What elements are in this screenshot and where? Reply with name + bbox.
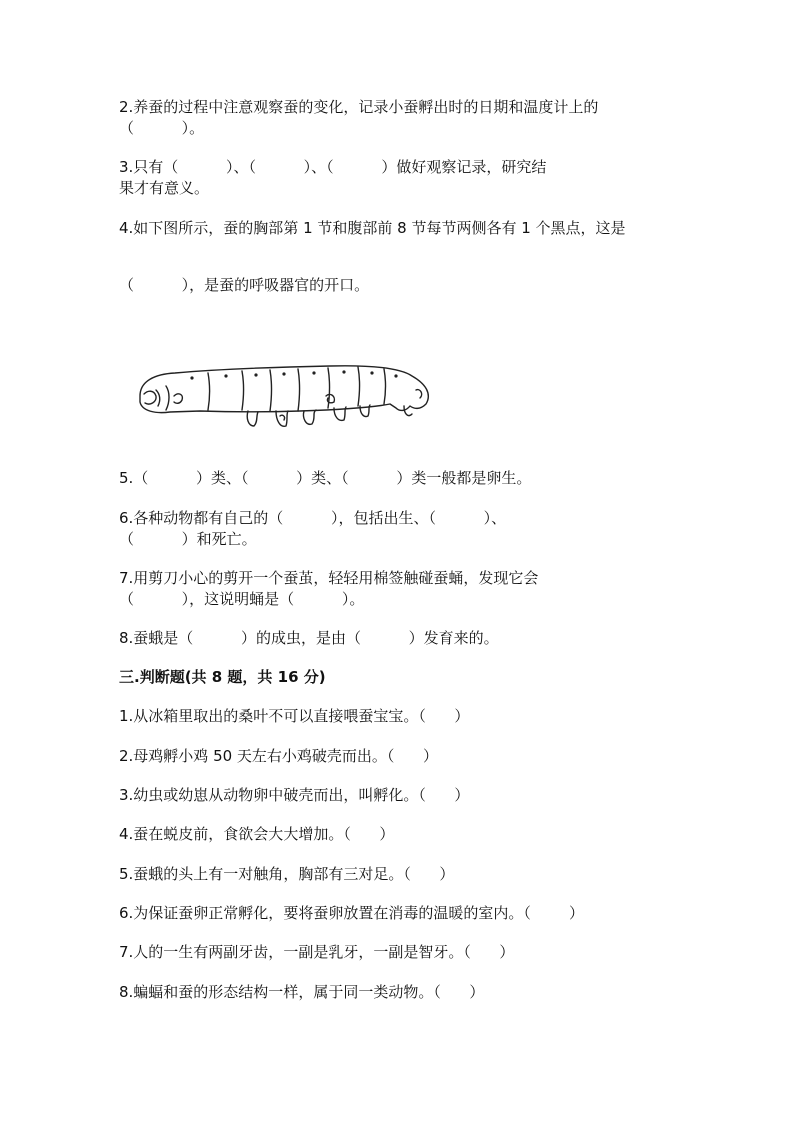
judgment-item-6: 6.为保证蚕卵正常孵化，要将蚕卵放置在消毒的温暖的室内。（ ） bbox=[119, 904, 584, 922]
question-7-line-1: 7.用剪刀小心的剪开一个蚕茧，轻轻用棉签触碰蚕蛹，发现它会 bbox=[119, 569, 539, 587]
judgment-item-3: 3.幼虫或幼崽从动物卵中破壳而出，叫孵化。（ ） bbox=[119, 786, 470, 804]
judgment-item-1: 1.从冰箱里取出的桑叶不可以直接喂蚕宝宝。（ ） bbox=[119, 707, 470, 725]
judgment-item-8: 8.蝙蝠和蚕的形态结构一样，属于同一类动物。（ ） bbox=[119, 983, 485, 1001]
silkworm-illustration bbox=[130, 356, 440, 436]
judgment-item-7: 7.人的一生有两副牙齿，一副是乳牙，一副是智牙。（ ） bbox=[119, 943, 515, 961]
question-2-line-2: （ ）。 bbox=[119, 119, 205, 137]
section-heading-judgment: 三.判断题(共 8 题，共 16 分) bbox=[119, 668, 326, 686]
question-3-line-2: 果才有意义。 bbox=[119, 179, 210, 197]
question-8-line-1: 8.蚕蛾是（ ）的成虫，是由（ ）发育来的。 bbox=[119, 629, 499, 647]
judgment-item-5: 5.蚕蛾的头上有一对触角，胸部有三对足。（ ） bbox=[119, 865, 455, 883]
judgment-item-2: 2.母鸡孵小鸡 50 天左右小鸡破壳而出。（ ） bbox=[119, 747, 439, 765]
question-2-line-1: 2.养蚕的过程中注意观察蚕的变化，记录小蚕孵出时的日期和温度计上的 bbox=[119, 98, 599, 116]
judgment-item-4: 4.蚕在蜕皮前，食欲会大大增加。（ ） bbox=[119, 825, 395, 843]
question-5-line-1: 5.（ ）类、（ ）类、（ ）类一般都是卵生。 bbox=[119, 469, 532, 487]
question-6-line-1: 6.各种动物都有自己的（ ），包括出生、（ ）、 bbox=[119, 509, 507, 527]
question-6-line-2: （ ）和死亡。 bbox=[119, 530, 257, 548]
question-4-line-2: （ ），是蚕的呼吸器官的开口。 bbox=[119, 276, 370, 294]
question-3-line-1: 3.只有（ ）、（ ）、（ ）做好观察记录，研究结 bbox=[119, 158, 547, 176]
question-7-line-2: （ ），这说明蛹是（ ）。 bbox=[119, 590, 365, 608]
question-4-line-1: 4.如下图所示，蚕的胸部第 1 节和腹部前 8 节每节两侧各有 1 个黑点，这是 bbox=[119, 219, 626, 237]
